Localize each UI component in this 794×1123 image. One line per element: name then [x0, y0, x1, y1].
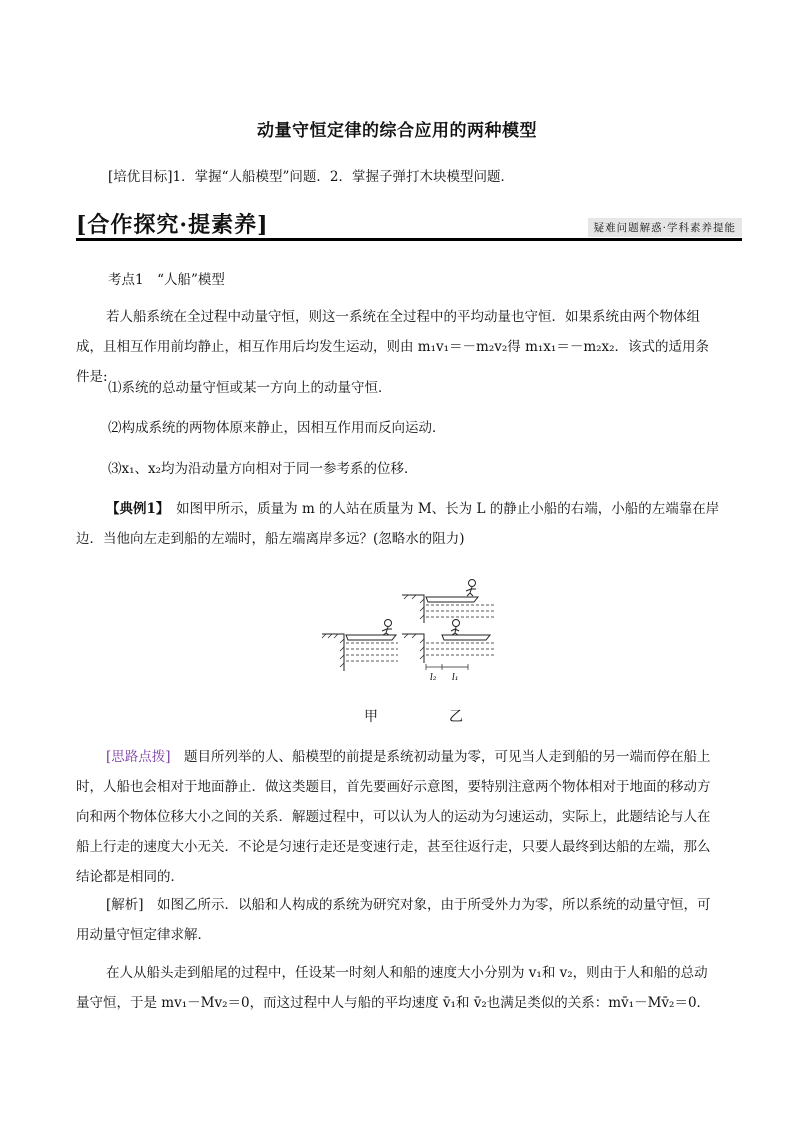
figure-label-yi: 乙 [449, 709, 463, 725]
figure-yi-diagram [402, 580, 494, 671]
label-l1: l₁ [452, 673, 459, 683]
topic-heading: 考点1 “人船”模型 [108, 272, 225, 288]
analysis-paragraph [76, 890, 720, 950]
condition-3: ⑶x₁、x₂均为沿动量方向相对于同一参考系的位移． [108, 461, 418, 477]
paragraph-momentum: 在人从船头走到船尾的过程中，任设某一时刻人和船的速度大小分别为 v₁和 v₂，则由于人和船的总动量守恒，于是 mv₁－Mv₂＝0，而这过程中人与船的平均速度 v̄₁和 v̄₂也满足类似的关系：mv̄₁－Mv̄₂＝0． [76, 965, 711, 1011]
boat-figure [318, 563, 498, 683]
example-1 [76, 494, 720, 554]
figure-jia-diagram [322, 620, 398, 672]
paragraph-conditions: 若人船系统在全过程中动量守恒，则这一系统在全过程中的平均动量也守恒．如果系统由两个物体组成，且相互作用前均静止，相互作用后均发生运动，则由 m₁v₁＝－m₂v₂得 m₁x₁＝－m₂x₂．该式的适用条件是: [76, 309, 710, 385]
learning-goal: [培优目标]1．掌握“人船模型”问题．2．掌握子弹打木块模型问题． [108, 169, 515, 185]
analysis-label: [解析] [106, 897, 144, 913]
label-l2: l₂ [430, 673, 437, 683]
example-label: 【典例1】 [106, 501, 163, 517]
section-divider [76, 238, 742, 241]
figure-label-jia: 甲 [364, 709, 378, 725]
condition-1: ⑴系统的总动量守恒或某一方向上的动量守恒． [108, 380, 392, 396]
section-title: [合作探究·提素养] [76, 212, 269, 238]
analysis-text: 如图乙所示．以船和人构成的系统为研究对象，由于所受外力为零，所以系统的动量守恒，可用动量守恒定律求解． [76, 897, 711, 943]
condition-2: ⑵构成系统的两物体原来静止，因相互作用而反向运动． [108, 420, 446, 436]
section-header [76, 208, 742, 242]
page-title: 动量守恒定律的综合应用的两种模型 [257, 121, 537, 141]
hint-label: [思路点拨] [106, 749, 171, 765]
hint-text: 题目所列举的人、船模型的前提是系统初动量为零，可见当人走到船的另一端而停在船上时，人船也会相对于地面静止．做这类题目，首先要画好示意图，要特别注意两个物体相对于地面的移动方向和两个物体位移大小之间的关系．解题过程中，可以认为人的运动为匀速运动，实际上，此题结论与人在船上行走的速度大小无关．不论是匀速行走还是变速行走，甚至往返行走，只要人最终到达船的左端，那么结论都是相同的． [76, 749, 711, 885]
example-text: 如图甲所示，质量为 m 的人站在质量为 M、长为 L 的静止小船的右端，小船的左端靠在岸边．当他向左走到船的左端时，船左端离岸多远？(忽略水的阻力) [76, 501, 720, 547]
hint-paragraph [76, 742, 720, 892]
section-tag: 疑难问题解惑·学科素养提能 [588, 218, 742, 237]
